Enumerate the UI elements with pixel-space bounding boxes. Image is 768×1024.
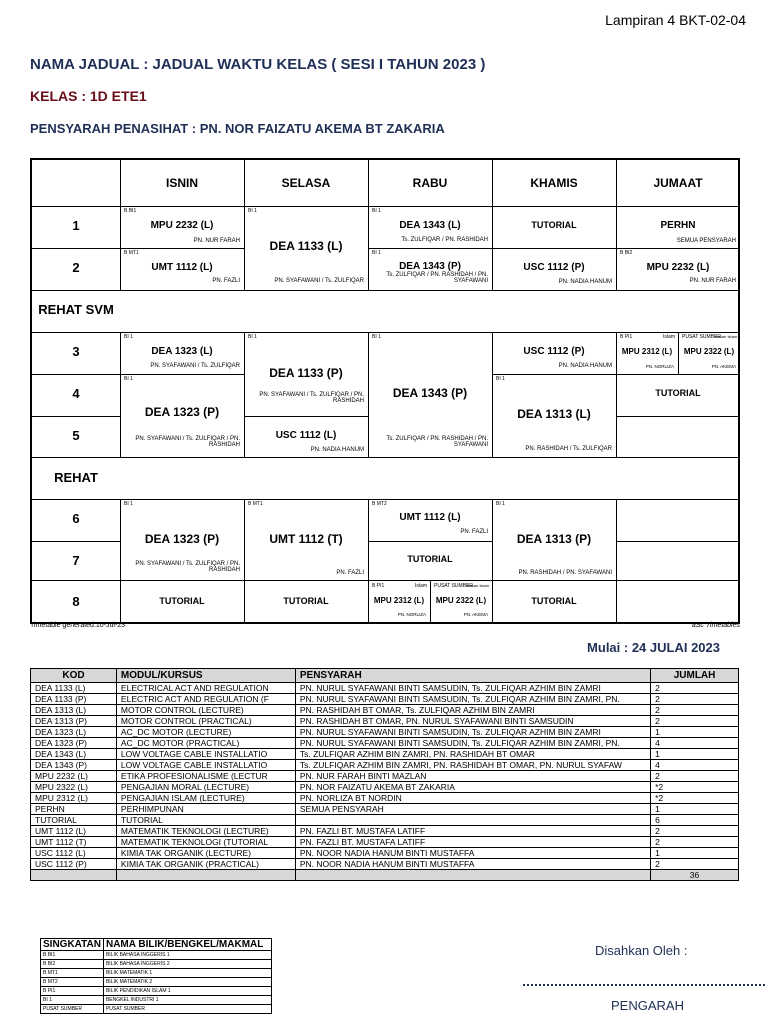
lesson-cell[interactable] [120, 581, 244, 622]
column-header-kod: KOD [31, 669, 117, 683]
subject-code: TUTORIAL [655, 388, 701, 398]
course-code: PERHN [31, 804, 117, 815]
grid-line [492, 332, 493, 457]
grid-line [616, 416, 740, 417]
class-label: KELAS : 1D ETE1 [30, 88, 147, 104]
grid-line [32, 457, 740, 458]
table-row [31, 738, 739, 749]
director-label: PENGARAH [611, 998, 684, 1013]
lecturer-name: PN. FAZLI [460, 529, 488, 535]
room-code: BI 1 [372, 208, 381, 214]
subject-code: DEA 1133 (P) [269, 366, 343, 380]
lesson-cell[interactable] [492, 374, 616, 458]
hours: 1 [651, 804, 739, 815]
subject-code: DEA 1323 (L) [151, 346, 213, 357]
lesson-cell[interactable] [492, 499, 616, 581]
lesson-cell[interactable] [430, 581, 492, 622]
grid-line [244, 499, 245, 622]
grid-line [492, 160, 493, 290]
signature-line [523, 976, 765, 986]
lecturer-names: PN. NOOR NADIA HANUM BINTI MUSTAFFA [295, 848, 650, 859]
grid-line [368, 332, 369, 457]
room-code: B MT1 [248, 501, 263, 507]
lecturer-names: Ts. ZULFIQAR AZHIM BIN ZAMRI, PN. RASHIDAH BT OMAR [295, 749, 650, 760]
course-code: DEA 1323 (L) [31, 727, 117, 738]
subject-code: MPU 2232 (L) [150, 220, 214, 231]
course-name: MATEMATIK TEKNOLOGI (LECTURE) [116, 826, 295, 837]
course-name: MOTOR CONTROL (PRACTICAL) [116, 716, 295, 727]
course-code: DEA 1133 (L) [31, 683, 117, 694]
lesson-cell[interactable] [368, 206, 492, 248]
grid-line [32, 206, 740, 207]
course-name: LOW VOLTAGE CABLE INSTALLATIO [116, 749, 295, 760]
lesson-cell[interactable] [492, 206, 616, 248]
hours: 2 [651, 826, 739, 837]
lecturer-name: PN. NUR FARAH [193, 238, 240, 244]
subject-code: DEA 1323 (P) [144, 532, 220, 546]
row-label-1: 1 [72, 218, 80, 233]
lecturer-name: PN. NADIA HANUM [310, 447, 364, 453]
lecturer-name: PN. SYAFAWANI / Ts. ZULFIQAR [150, 363, 240, 369]
room-abbrev: PUSAT SUMBER [41, 1005, 104, 1014]
room-legend-table [40, 938, 272, 1014]
generated-date: Timetable generated:10-Jul-23 [30, 622, 126, 629]
lecturer-name: PN. NADIA HANUM [558, 363, 612, 369]
room-code: BI 1 [248, 334, 257, 340]
subject-code: USC 1112 (P) [523, 346, 585, 357]
course-code: MPU 2232 (L) [31, 771, 117, 782]
grid-line [430, 581, 431, 622]
lesson-cell[interactable] [120, 499, 244, 581]
subject-code: DEA 1343 (P) [399, 261, 461, 272]
lesson-cell[interactable] [368, 499, 492, 541]
room-abbrev: B MT2 [41, 978, 104, 987]
day-header-khamis: KHAMIS [530, 176, 578, 190]
course-summary-table [30, 668, 739, 881]
column-header-modul: MODUL/KURSUS [116, 669, 295, 683]
course-code: DEA 1133 (P) [31, 694, 117, 705]
total-cell [116, 870, 295, 881]
lesson-cell[interactable] [368, 581, 430, 622]
start-date: Mulai : 24 JULAI 2023 [587, 640, 720, 655]
table-row [31, 771, 739, 782]
lesson-cell[interactable] [244, 206, 368, 290]
total-hours: 36 [651, 870, 739, 881]
lecturer-name: PN. NORLIZA [645, 364, 674, 369]
grid-line [32, 332, 740, 333]
lecturer-name: PN. SYAFAWANI / Ts. ZULFIQAR / PN. RASHIDAH [135, 561, 240, 573]
lecturer-name: PN. NORLIZA [397, 612, 426, 617]
course-name: PENGAJIAN MORAL (LECTURE) [116, 782, 295, 793]
room-code: B MT2 [372, 501, 387, 507]
grid-line [616, 499, 617, 622]
row-label-5: 5 [72, 428, 80, 443]
lecturer-name: SEMUA PENSYARAH [676, 238, 736, 244]
lecturer-names: PN. NUR FARAH BINTI MAZLAN [295, 771, 650, 782]
room-code: B MT1 [124, 250, 139, 256]
subject-code: DEA 1323 (P) [144, 405, 220, 419]
hours: 2 [651, 716, 739, 727]
course-name: PERHIMPUNAN [116, 804, 295, 815]
room-code: PUSAT SUMBER [434, 583, 473, 589]
legend-header-abbrev: SINGKATAN [41, 939, 104, 951]
hours: 2 [651, 771, 739, 782]
lesson-cell[interactable] [368, 541, 492, 581]
table-row [31, 848, 739, 859]
grid-line [492, 499, 493, 622]
grid-line [120, 374, 244, 375]
room-name: BILIK BAHASA INGGERIS 2 [103, 960, 271, 969]
room-code: BI 1 [124, 334, 133, 340]
room-name: BILIK BAHASA INGGERIS 1 [103, 951, 271, 960]
lecturer-name: Ts. ZULFIQAR / PN. RASHIDAH [401, 237, 488, 243]
lecturer-name: PN. FAZLI [336, 570, 364, 576]
subject-code: MPU 2312 (L) [621, 347, 673, 356]
lecturer-name: Ts. ZULFIQAR / PN. RASHIDAH / PN. SYAFAWANI [386, 272, 488, 284]
grid-line [32, 248, 120, 249]
grid-line [244, 416, 368, 417]
lesson-cell[interactable] [616, 332, 678, 374]
room-abbrev: B MT1 [41, 969, 104, 978]
course-name: KIMIA TAK ORGANIK (PRACTICAL) [116, 859, 295, 870]
legend-row [41, 978, 272, 987]
legend-header-name: NAMA BILIK/BENGKEL/MAKMAL [103, 939, 271, 951]
grid-line [492, 374, 616, 375]
subject-code: DEA 1313 (L) [517, 407, 591, 421]
lecturer-names: PN. FAZLI BT. MUSTAFA LATIFF [295, 837, 650, 848]
column-header-jumlah: JUMLAH [651, 669, 739, 683]
lesson-cell[interactable] [492, 248, 616, 290]
hours: 1 [651, 848, 739, 859]
course-code: TUTORIAL [31, 815, 117, 826]
room-code: BI 1 [124, 376, 133, 382]
software-credit: aSc Timetables [691, 622, 740, 629]
table-row [31, 859, 739, 870]
lecturer-names: PN. NURUL SYAFAWANI BINTI SAMSUDIN, Ts. ZULFIQAR AZHIM BIN ZAMRI, PN. [295, 738, 650, 749]
hours: 2 [651, 683, 739, 694]
course-code: MPU 2322 (L) [31, 782, 117, 793]
subject-code: MPU 2322 (L) [435, 596, 487, 605]
hours: 2 [651, 837, 739, 848]
day-header-isnin: ISNIN [165, 176, 198, 190]
course-name: TUTORIAL [116, 815, 295, 826]
course-code: UMT 1112 (T) [31, 837, 117, 848]
subject-code: MPU 2312 (L) [373, 596, 425, 605]
grid-line [120, 160, 121, 290]
lecturer-name: PN. NADIA HANUM [558, 279, 612, 285]
room-abbrev: B BI1 [41, 951, 104, 960]
course-name: LOW VOLTAGE CABLE INSTALLATIO [116, 760, 295, 771]
subject-code: UMT 1112 (L) [399, 512, 461, 523]
hours: 1 [651, 749, 739, 760]
grid-line [32, 374, 120, 375]
religion-tag: Bukan Islam [714, 334, 737, 339]
room-code: BI 1 [496, 376, 505, 382]
religion-tag: Bukan Islam [466, 583, 489, 588]
room-code: B PI1 [372, 583, 385, 589]
legend-row [41, 951, 272, 960]
subject-code: UMT 1112 (T) [269, 532, 343, 546]
room-code: B BI1 [124, 208, 137, 214]
grid-line [616, 541, 740, 542]
grid-line [120, 332, 121, 457]
lesson-cell[interactable] [492, 332, 616, 374]
day-header-rabu: RABU [412, 176, 448, 190]
grid-line [244, 160, 245, 290]
room-name: BILIK MATEMATIK 2 [103, 978, 271, 987]
lecturer-name: PN. AKEMA [711, 364, 736, 369]
day-header-selasa: SELASA [281, 176, 331, 190]
room-name: BILIK MATEMATIK 1 [103, 969, 271, 978]
room-code: BI 1 [496, 501, 505, 507]
room-code: BI 1 [248, 208, 257, 214]
grid-line [32, 290, 740, 291]
legend-row [41, 960, 272, 969]
subject-code: DEA 1133 (L) [269, 239, 343, 253]
lecturer-name: PN. FAZLI [212, 278, 240, 284]
approved-by-label: Disahkan Oleh : [595, 943, 688, 958]
table-row [31, 705, 739, 716]
grid-line [616, 248, 740, 249]
row-label-3: 3 [72, 344, 80, 359]
room-abbrev: BI 1 [41, 996, 104, 1005]
grid-line [120, 248, 244, 249]
course-code: UMT 1112 (L) [31, 826, 117, 837]
legend-row [41, 969, 272, 978]
lecturer-name: PN. SYAFAWANI / Ts. ZULFIQAR [274, 278, 364, 284]
subject-code: MPU 2232 (L) [646, 262, 710, 273]
lecturer-names: PN. NURUL SYAFAWANI BINTI SAMSUDIN, Ts. ZULFIQAR AZHIM BIN ZAMRI [295, 727, 650, 738]
lecturer-names: PN. NOOR NADIA HANUM BINTI MUSTAFFA [295, 859, 650, 870]
course-name: PENGAJIAN ISLAM (LECTURE) [116, 793, 295, 804]
course-code: DEA 1313 (P) [31, 716, 117, 727]
lecturer-names: SEMUA PENSYARAH [295, 804, 650, 815]
total-row [31, 870, 739, 881]
table-row [31, 760, 739, 771]
lesson-cell[interactable] [368, 248, 492, 290]
table-row [31, 815, 739, 826]
room-name: BENGKEL INDUSTRI 1 [103, 996, 271, 1005]
hours: 2 [651, 705, 739, 716]
timetable-grid [30, 158, 740, 624]
subject-code: MPU 2322 (L) [683, 347, 735, 356]
table-row [31, 826, 739, 837]
course-code: DEA 1313 (L) [31, 705, 117, 716]
religion-tag: Islam [415, 583, 427, 589]
course-name: MOTOR CONTROL (LECTURE) [116, 705, 295, 716]
subject-code: TUTORIAL [531, 596, 577, 606]
lesson-cell[interactable] [120, 374, 244, 458]
lesson-cell[interactable] [244, 499, 368, 581]
table-row [31, 749, 739, 760]
grid-line [120, 580, 244, 581]
grid-line [492, 248, 616, 249]
grid-line [32, 499, 740, 500]
subject-code: DEA 1343 (L) [399, 220, 461, 231]
room-name: PUSAT SUMBER [103, 1005, 271, 1014]
row-label-4: 4 [72, 386, 80, 401]
hours: 4 [651, 738, 739, 749]
subject-code: TUTORIAL [531, 220, 577, 230]
lecturer-names: Ts. ZULFIQAR AZHIM BIN ZAMRI, PN. RASHIDAH BT OMAR, PN. NURUL SYAFAW [295, 760, 650, 771]
subject-code: TUTORIAL [283, 596, 329, 606]
legend-row [41, 996, 272, 1005]
lecturer-name: PN. RASHIDAH / Ts. ZULFIQAR [525, 446, 612, 452]
lesson-cell[interactable] [616, 374, 740, 416]
row-label-rehat: REHAT [54, 470, 98, 485]
lecturer-name: Ts. ZULFIQAR / PN. RASHIDAH / PN. SYAFAWANI [386, 436, 488, 448]
hours: 2 [651, 859, 739, 870]
lecturer-names: PN. RASHIDAH BT OMAR, PN. NURUL SYAFAWANI BINTI SAMSUDIN [295, 716, 650, 727]
row-label-7: 7 [72, 553, 80, 568]
lesson-cell[interactable] [120, 332, 244, 374]
lecturer-names: PN. NURUL SYAFAWANI BINTI SAMSUDIN, Ts. ZULFIQAR AZHIM BIN ZAMRI [295, 683, 650, 694]
lecturer-names: PN. FAZLI BT. MUSTAFA LATIFF [295, 826, 650, 837]
lecturer-names [295, 815, 650, 826]
grid-line [616, 160, 617, 290]
table-row [31, 793, 739, 804]
lesson-cell[interactable] [616, 248, 740, 290]
subject-code: PERHN [660, 220, 696, 231]
religion-tag: Islam [663, 334, 675, 340]
grid-line [616, 332, 617, 457]
hours: *2 [651, 793, 739, 804]
table-row [31, 782, 739, 793]
room-abbrev: B PI1 [41, 987, 104, 996]
row-label-6: 6 [72, 511, 80, 526]
course-name: MATEMATIK TEKNOLOGI (TUTORIAL [116, 837, 295, 848]
subject-code: TUTORIAL [407, 554, 453, 564]
total-cell [31, 870, 117, 881]
table-row [31, 837, 739, 848]
room-code: BI 1 [372, 250, 381, 256]
course-code: MPU 2312 (L) [31, 793, 117, 804]
row-label-2: 2 [72, 260, 80, 275]
course-code: DEA 1343 (P) [31, 760, 117, 771]
grid-line [616, 374, 740, 375]
table-row [31, 716, 739, 727]
grid-line [244, 332, 245, 457]
room-abbrev: B BI2 [41, 960, 104, 969]
lesson-cell[interactable] [492, 581, 616, 622]
grid-line [120, 499, 121, 622]
lecturer-name: PN. NUR FARAH [689, 278, 736, 284]
lecturer-names: PN. NOR FAIZATU AKEMA BT ZAKARIA [295, 782, 650, 793]
lecturer-names: PN. NORLIZA BT NORDIN [295, 793, 650, 804]
row-label-rehat-svm: REHAT SVM [38, 302, 114, 317]
subject-code: DEA 1313 (P) [516, 532, 592, 546]
subject-code: USC 1112 (P) [523, 262, 585, 273]
course-name: KIMIA TAK ORGANIK (LECTURE) [116, 848, 295, 859]
hours: *2 [651, 782, 739, 793]
lesson-cell[interactable] [120, 248, 244, 290]
room-code: PUSAT SUMBER [682, 334, 721, 340]
room-code: BI 1 [372, 334, 381, 340]
lesson-cell[interactable] [244, 332, 368, 416]
legend-row [41, 1005, 272, 1014]
row-label-8: 8 [72, 594, 80, 609]
total-cell [295, 870, 650, 881]
course-name: ELECTRIC ACT AND REGULATION (F [116, 694, 295, 705]
table-row [31, 694, 739, 705]
subject-code: USC 1112 (L) [275, 430, 337, 441]
lecturer-name: PN. SYAFAWANI / Ts. ZULFIQAR / PN. RASHIDAH [135, 436, 240, 448]
lesson-cell[interactable] [368, 332, 492, 458]
course-name: ETIKA PROFESIONALISME (LECTUR [116, 771, 295, 782]
day-header-jumaat: JUMAAT [653, 176, 703, 190]
hours: 6 [651, 815, 739, 826]
legend-row [41, 987, 272, 996]
course-code: USC 1112 (L) [31, 848, 117, 859]
grid-line [368, 499, 369, 622]
timetable-title: NAMA JADUAL : JADUAL WAKTU KELAS ( SESI I TAHUN 2023 ) [30, 56, 486, 73]
course-name: ELECTRICAL ACT AND REGULATION [116, 683, 295, 694]
lesson-cell[interactable] [244, 416, 368, 458]
lesson-cell[interactable] [616, 206, 740, 248]
lecturer-names: PN. NURUL SYAFAWANI BINTI SAMSUDIN, Ts. ZULFIQAR AZHIM BIN ZAMRI, PN. [295, 694, 650, 705]
room-code: B PI1 [620, 334, 633, 340]
lesson-cell[interactable] [120, 206, 244, 248]
subject-code: UMT 1112 (L) [151, 262, 213, 273]
advisor-label: PENSYARAH PENASIHAT : PN. NOR FAIZATU AKEMA BT ZAKARIA [30, 121, 445, 136]
lecturer-names: PN. RASHIDAH BT OMAR, Ts. ZULFIQAR AZHIM BIN ZAMRI [295, 705, 650, 716]
lecturer-name: PN. SYAFAWANI / Ts. ZULFIQAR / PN. RASHIDAH [259, 392, 364, 404]
document-reference: Lampiran 4 BKT-02-04 [605, 12, 746, 28]
hours: 1 [651, 727, 739, 738]
hours: 2 [651, 694, 739, 705]
table-row [31, 804, 739, 815]
course-name: AC_DC MOTOR (LECTURE) [116, 727, 295, 738]
grid-line [368, 248, 492, 249]
room-code: B BI2 [620, 250, 633, 256]
lesson-cell[interactable] [678, 332, 740, 374]
grid-line [368, 160, 369, 290]
course-code: USC 1112 (P) [31, 859, 117, 870]
hours: 4 [651, 760, 739, 771]
course-name: AC_DC MOTOR (PRACTICAL) [116, 738, 295, 749]
room-name: BILIK PENDIDIKAN ISLAM 1 [103, 987, 271, 996]
grid-line [368, 541, 492, 542]
column-header-pensyarah: PENSYARAH [295, 669, 650, 683]
grid-line [678, 332, 679, 374]
grid-line [32, 541, 120, 542]
subject-code: DEA 1343 (P) [392, 386, 468, 400]
lecturer-name: PN. AKEMA [463, 612, 488, 617]
subject-code: TUTORIAL [159, 596, 205, 606]
lecturer-name: PN. RASHIDAH / PN. SYAFAWANI [518, 570, 612, 576]
course-code: DEA 1323 (P) [31, 738, 117, 749]
room-code: BI 1 [124, 501, 133, 507]
table-row [31, 727, 739, 738]
grid-line [32, 416, 120, 417]
table-row [31, 683, 739, 694]
course-code: DEA 1343 (L) [31, 749, 117, 760]
lesson-cell[interactable] [244, 581, 368, 622]
